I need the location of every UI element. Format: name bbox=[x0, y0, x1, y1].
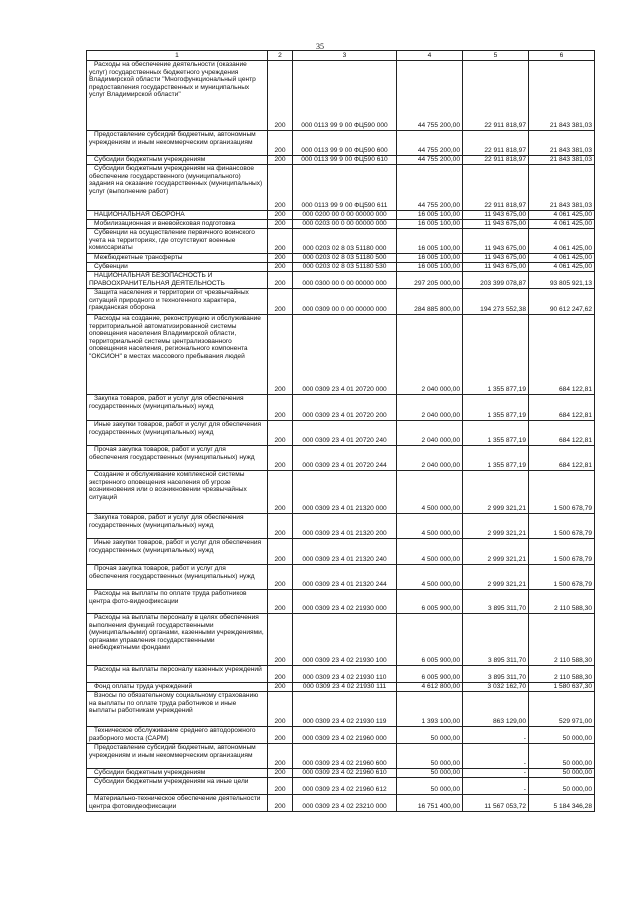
row-remaining: 4 061 425,00 bbox=[529, 220, 595, 229]
row-remaining: 1 500 678,79 bbox=[529, 514, 595, 539]
row-approved: 50 000,00 bbox=[397, 769, 463, 778]
table-row bbox=[87, 471, 595, 514]
row-name: Расходы на выплаты по оплате труда работников центра фото-видеофиксации bbox=[87, 590, 268, 614]
row-executed: 203 399 078,87 bbox=[463, 272, 529, 289]
row-approved: 2 040 000,00 bbox=[397, 395, 463, 421]
row-remaining: 1 500 678,79 bbox=[529, 539, 595, 565]
row-executed: 1 355 877,19 bbox=[463, 421, 529, 446]
row-approved: 1 393 100,00 bbox=[397, 692, 463, 727]
row-budget-code: 000 0113 99 9 00 ФЦ590 600 bbox=[293, 131, 397, 156]
header-row bbox=[87, 51, 595, 61]
budget-table bbox=[86, 50, 595, 812]
row-name: Расходы на обеспечение деятельности (оказание услуг) государственных бюджетного учреждения Владимирской области "Многофункциональный центр предоставления государственных и муниципальных услуг Владимирской области" bbox=[87, 61, 268, 131]
table-row bbox=[87, 590, 595, 614]
row-approved: 44 755 200,00 bbox=[397, 61, 463, 131]
row-line-code: 200 bbox=[268, 395, 293, 421]
row-budget-code: 000 0113 99 9 00 ФЦ590 611 bbox=[293, 165, 397, 211]
row-line-code: 200 bbox=[268, 744, 293, 769]
row-executed: 22 911 818,97 bbox=[463, 131, 529, 156]
row-executed: 22 911 818,97 bbox=[463, 61, 529, 131]
row-budget-code: 000 0203 00 0 00 00000 000 bbox=[293, 220, 397, 229]
row-name: Прочая закупка товаров, работ и услуг для обеспечения государственных (муниципальных) нужд bbox=[87, 565, 268, 590]
row-budget-code: 000 0309 23 4 02 23210 000 bbox=[293, 795, 397, 812]
row-budget-code: 000 0300 00 0 00 00000 000 bbox=[293, 272, 397, 289]
row-approved: 4 500 000,00 bbox=[397, 565, 463, 590]
row-budget-code: 000 0309 23 4 01 21320 240 bbox=[293, 539, 397, 565]
row-approved: 16 005 100,00 bbox=[397, 263, 463, 272]
header-cell: 3 bbox=[293, 51, 397, 61]
row-name: Субвенции bbox=[87, 263, 268, 272]
row-budget-code: 000 0113 99 9 00 ФЦ590 610 bbox=[293, 156, 397, 165]
row-approved: 50 000,00 bbox=[397, 778, 463, 795]
row-line-code: 200 bbox=[268, 565, 293, 590]
row-executed: 1 355 877,19 bbox=[463, 446, 529, 471]
row-remaining: 90 612 247,62 bbox=[529, 289, 595, 315]
table-row bbox=[87, 795, 595, 812]
row-line-code: 200 bbox=[268, 666, 293, 683]
table-row bbox=[87, 315, 595, 395]
row-budget-code: 000 0309 23 4 01 20720 200 bbox=[293, 395, 397, 421]
row-line-code: 200 bbox=[268, 795, 293, 812]
row-remaining: 1 500 678,79 bbox=[529, 565, 595, 590]
row-line-code: 200 bbox=[268, 165, 293, 211]
row-executed: 2 999 321,21 bbox=[463, 539, 529, 565]
row-executed: 11 943 675,00 bbox=[463, 220, 529, 229]
row-executed: - bbox=[463, 744, 529, 769]
row-name: Прочая закупка товаров, работ и услуг для обеспечения государственных (муниципальных) нужд bbox=[87, 446, 268, 471]
row-line-code: 200 bbox=[268, 254, 293, 263]
row-line-code: 200 bbox=[268, 211, 293, 220]
row-name: Субсидии бюджетным учреждениям на финансовое обеспечение государственного (муниципального) задания на оказание государственных (муниципальных) услуг (выполнение работ) bbox=[87, 165, 268, 211]
row-name: Закупка товаров, работ и услуг для обеспечения государственных (муниципальных) нужд bbox=[87, 395, 268, 421]
row-line-code: 200 bbox=[268, 289, 293, 315]
row-remaining: 50 000,00 bbox=[529, 727, 595, 744]
row-remaining: 21 843 381,03 bbox=[529, 61, 595, 131]
row-remaining: 684 122,81 bbox=[529, 446, 595, 471]
row-remaining: 1 500 678,79 bbox=[529, 471, 595, 514]
row-remaining: 2 110 588,30 bbox=[529, 666, 595, 683]
table-row bbox=[87, 514, 595, 539]
row-budget-code: 000 0309 23 4 01 20720 240 bbox=[293, 421, 397, 446]
row-budget-code: 000 0309 23 4 02 21960 612 bbox=[293, 778, 397, 795]
row-remaining: 684 122,81 bbox=[529, 395, 595, 421]
row-executed: 3 895 311,70 bbox=[463, 614, 529, 666]
table-row bbox=[87, 727, 595, 744]
row-approved: 16 005 100,00 bbox=[397, 254, 463, 263]
row-line-code: 200 bbox=[268, 514, 293, 539]
header-cell: 1 bbox=[87, 51, 268, 61]
row-name: Расходы на выплаты персоналу казенных учреждений bbox=[87, 666, 268, 683]
row-budget-code: 000 0203 02 8 03 51180 500 bbox=[293, 254, 397, 263]
row-name: Мобилизационная и вневойсковая подготовка bbox=[87, 220, 268, 229]
row-line-code: 200 bbox=[268, 263, 293, 272]
table-row bbox=[87, 165, 595, 211]
row-remaining: 21 843 381,03 bbox=[529, 156, 595, 165]
row-approved: 16 005 100,00 bbox=[397, 229, 463, 254]
row-executed: 2 999 321,21 bbox=[463, 514, 529, 539]
row-remaining: 2 110 588,30 bbox=[529, 590, 595, 614]
row-name: Материально-техническое обеспечение деятельности центра фотовидеофиксации bbox=[87, 795, 268, 812]
row-line-code: 200 bbox=[268, 315, 293, 395]
row-name: Субсидии бюджетным учреждениям bbox=[87, 156, 268, 165]
row-executed: 11 943 675,00 bbox=[463, 229, 529, 254]
table-row bbox=[87, 692, 595, 727]
row-name: Защита населения и территории от чрезвычайных ситуаций природного и техногенного характера, гражданская оборона bbox=[87, 289, 268, 315]
header-cell: 5 bbox=[463, 51, 529, 61]
row-executed: 11 943 675,00 bbox=[463, 254, 529, 263]
row-executed: 863 129,00 bbox=[463, 692, 529, 727]
row-remaining: 684 122,81 bbox=[529, 315, 595, 395]
table-row bbox=[87, 565, 595, 590]
row-line-code: 200 bbox=[268, 727, 293, 744]
table-row bbox=[87, 539, 595, 565]
table-row bbox=[87, 61, 595, 131]
row-approved: 284 885 800,00 bbox=[397, 289, 463, 315]
table-row bbox=[87, 446, 595, 471]
header-cell: 6 bbox=[529, 51, 595, 61]
row-approved: 16 751 400,00 bbox=[397, 795, 463, 812]
row-name: Иные закупки товаров, работ и услуг для обеспечения государственных (муниципальных) нужд bbox=[87, 421, 268, 446]
row-name: Межбюджетные трансферты bbox=[87, 254, 268, 263]
table-row bbox=[87, 220, 595, 229]
table-row bbox=[87, 683, 595, 692]
row-approved: 4 500 000,00 bbox=[397, 471, 463, 514]
row-approved: 44 755 200,00 bbox=[397, 165, 463, 211]
row-remaining: 4 061 425,00 bbox=[529, 263, 595, 272]
row-remaining: 5 184 346,28 bbox=[529, 795, 595, 812]
row-approved: 6 005 900,00 bbox=[397, 614, 463, 666]
table-row bbox=[87, 263, 595, 272]
row-approved: 297 205 000,00 bbox=[397, 272, 463, 289]
table-row bbox=[87, 229, 595, 254]
table-row bbox=[87, 421, 595, 446]
row-approved: 44 755 200,00 bbox=[397, 156, 463, 165]
row-approved: 2 040 000,00 bbox=[397, 421, 463, 446]
row-line-code: 200 bbox=[268, 446, 293, 471]
row-budget-code: 000 0200 00 0 00 00000 000 bbox=[293, 211, 397, 220]
row-budget-code: 000 0309 23 4 02 21930 110 bbox=[293, 666, 397, 683]
row-budget-code: 000 0203 02 8 03 51180 530 bbox=[293, 263, 397, 272]
row-remaining: 93 805 921,13 bbox=[529, 272, 595, 289]
row-line-code: 200 bbox=[268, 539, 293, 565]
row-remaining: 21 843 381,03 bbox=[529, 165, 595, 211]
header-cell: 2 bbox=[268, 51, 293, 61]
row-approved: 44 755 200,00 bbox=[397, 131, 463, 156]
row-line-code: 200 bbox=[268, 769, 293, 778]
row-executed: 2 999 321,21 bbox=[463, 471, 529, 514]
row-executed: 3 032 162,70 bbox=[463, 683, 529, 692]
row-executed: 22 911 818,97 bbox=[463, 165, 529, 211]
header-cell: 4 bbox=[397, 51, 463, 61]
row-budget-code: 000 0309 23 4 02 21960 600 bbox=[293, 744, 397, 769]
table-row bbox=[87, 156, 595, 165]
row-executed: 11 943 675,00 bbox=[463, 211, 529, 220]
row-line-code: 200 bbox=[268, 471, 293, 514]
row-name: Предоставление субсидий бюджетным, автономным учреждениям и иным некоммерческим организациям bbox=[87, 131, 268, 156]
row-approved: 16 005 100,00 bbox=[397, 220, 463, 229]
table-row bbox=[87, 614, 595, 666]
row-executed: 194 273 552,38 bbox=[463, 289, 529, 315]
row-name: Техническое обслуживание среднего автодорожного разборного моста (САРМ) bbox=[87, 727, 268, 744]
row-budget-code: 000 0309 23 4 01 21320 244 bbox=[293, 565, 397, 590]
row-line-code: 200 bbox=[268, 272, 293, 289]
row-budget-code: 000 0309 23 4 01 21320 000 bbox=[293, 471, 397, 514]
row-budget-code: 000 0309 23 4 02 21930 119 bbox=[293, 692, 397, 727]
row-name: Взносы по обязательному социальному страхованию на выплаты по оплате труда работников и иные выплаты работникам учреждений bbox=[87, 692, 268, 727]
table-row bbox=[87, 211, 595, 220]
row-budget-code: 000 0203 02 8 03 51180 000 bbox=[293, 229, 397, 254]
table-row bbox=[87, 289, 595, 315]
row-executed: 3 895 311,70 bbox=[463, 590, 529, 614]
row-budget-code: 000 0113 99 9 00 ФЦ590 000 bbox=[293, 61, 397, 131]
row-remaining: 2 110 588,30 bbox=[529, 614, 595, 666]
row-name: Субсидии бюджетным учреждениям bbox=[87, 769, 268, 778]
row-budget-code: 000 0309 00 0 00 00000 000 bbox=[293, 289, 397, 315]
row-approved: 50 000,00 bbox=[397, 744, 463, 769]
row-name: Субвенции на осуществление первичного воинского учета на территориях, где отсутствуют военные комиссариаты bbox=[87, 229, 268, 254]
row-remaining: 50 000,00 bbox=[529, 769, 595, 778]
table-row bbox=[87, 272, 595, 289]
row-executed: 1 355 877,19 bbox=[463, 395, 529, 421]
row-budget-code: 000 0309 23 4 01 20720 000 bbox=[293, 315, 397, 395]
row-line-code: 200 bbox=[268, 692, 293, 727]
row-budget-code: 000 0309 23 4 02 21930 000 bbox=[293, 590, 397, 614]
row-name: Фонд оплаты труда учреждений bbox=[87, 683, 268, 692]
table-row bbox=[87, 395, 595, 421]
row-budget-code: 000 0309 23 4 02 21930 100 bbox=[293, 614, 397, 666]
row-executed: 3 895 311,70 bbox=[463, 666, 529, 683]
row-executed: 1 355 877,19 bbox=[463, 315, 529, 395]
row-approved: 6 005 900,00 bbox=[397, 666, 463, 683]
row-remaining: 529 971,00 bbox=[529, 692, 595, 727]
row-executed: 11 567 053,72 bbox=[463, 795, 529, 812]
table-row bbox=[87, 744, 595, 769]
row-name: Субсидии бюджетным учреждениям на иные цели bbox=[87, 778, 268, 795]
row-approved: 16 005 100,00 bbox=[397, 211, 463, 220]
row-line-code: 200 bbox=[268, 156, 293, 165]
row-line-code: 200 bbox=[268, 683, 293, 692]
row-approved: 2 040 000,00 bbox=[397, 446, 463, 471]
row-approved: 4 500 000,00 bbox=[397, 514, 463, 539]
row-budget-code: 000 0309 23 4 01 21320 200 bbox=[293, 514, 397, 539]
table-row bbox=[87, 769, 595, 778]
table-row bbox=[87, 778, 595, 795]
row-name: НАЦИОНАЛЬНАЯ ОБОРОНА bbox=[87, 211, 268, 220]
row-name: Иные закупки товаров, работ и услуг для обеспечения государственных (муниципальных) нужд bbox=[87, 539, 268, 565]
row-remaining: 21 843 381,03 bbox=[529, 131, 595, 156]
row-line-code: 200 bbox=[268, 61, 293, 131]
row-remaining: 4 061 425,00 bbox=[529, 254, 595, 263]
row-executed: - bbox=[463, 769, 529, 778]
row-budget-code: 000 0309 23 4 02 21960 000 bbox=[293, 727, 397, 744]
table-row bbox=[87, 666, 595, 683]
row-line-code: 200 bbox=[268, 229, 293, 254]
row-name: НАЦИОНАЛЬНАЯ БЕЗОПАСНОСТЬ И ПРАВООХРАНИТЕЛЬНАЯ ДЕЯТЕЛЬНОСТЬ bbox=[87, 272, 268, 289]
row-budget-code: 000 0309 23 4 02 21930 111 bbox=[293, 683, 397, 692]
row-name: Расходы на выплаты персоналу в целях обеспечения выполнения функций государственными (муниципальными) органами, казенными учреждениями, органами управления государственными внебюджетными фондами bbox=[87, 614, 268, 666]
row-line-code: 200 bbox=[268, 778, 293, 795]
row-executed: - bbox=[463, 727, 529, 744]
row-name: Создание и обслуживание комплексной системы экстренного оповещения населения об угрозе возникновения или о возникновении чрезвычайных ситуаций bbox=[87, 471, 268, 514]
row-executed: 22 911 818,97 bbox=[463, 156, 529, 165]
table-row bbox=[87, 131, 595, 156]
row-name: Расходы на создание, реконструкцию и обслуживание территориальной автоматизированной системы оповещения населения Владимирской области, территориальной системы централизованного оповещения населения, регионального компонента "ОКСИОН" в местах массового пребывания людей bbox=[87, 315, 268, 395]
row-name: Предоставление субсидий бюджетным, автономным учреждениям и иным некоммерческим организациям bbox=[87, 744, 268, 769]
row-remaining: 4 061 425,00 bbox=[529, 229, 595, 254]
row-budget-code: 000 0309 23 4 01 20720 244 bbox=[293, 446, 397, 471]
row-line-code: 200 bbox=[268, 614, 293, 666]
row-approved: 6 005 900,00 bbox=[397, 590, 463, 614]
table-row bbox=[87, 254, 595, 263]
row-remaining: 50 000,00 bbox=[529, 744, 595, 769]
row-line-code: 200 bbox=[268, 220, 293, 229]
row-executed: - bbox=[463, 778, 529, 795]
row-approved: 50 000,00 bbox=[397, 727, 463, 744]
row-approved: 4 612 800,00 bbox=[397, 683, 463, 692]
row-line-code: 200 bbox=[268, 590, 293, 614]
row-remaining: 1 580 637,30 bbox=[529, 683, 595, 692]
row-remaining: 684 122,81 bbox=[529, 421, 595, 446]
row-executed: 11 943 675,00 bbox=[463, 263, 529, 272]
row-remaining: 4 061 425,00 bbox=[529, 211, 595, 220]
row-line-code: 200 bbox=[268, 421, 293, 446]
row-executed: 2 999 321,21 bbox=[463, 565, 529, 590]
row-approved: 4 500 000,00 bbox=[397, 539, 463, 565]
row-line-code: 200 bbox=[268, 131, 293, 156]
row-budget-code: 000 0309 23 4 02 21960 610 bbox=[293, 769, 397, 778]
row-name: Закупка товаров, работ и услуг для обеспечения государственных (муниципальных) нужд bbox=[87, 514, 268, 539]
row-remaining: 50 000,00 bbox=[529, 778, 595, 795]
page-number: 35 bbox=[316, 42, 324, 51]
row-approved: 2 040 000,00 bbox=[397, 315, 463, 395]
